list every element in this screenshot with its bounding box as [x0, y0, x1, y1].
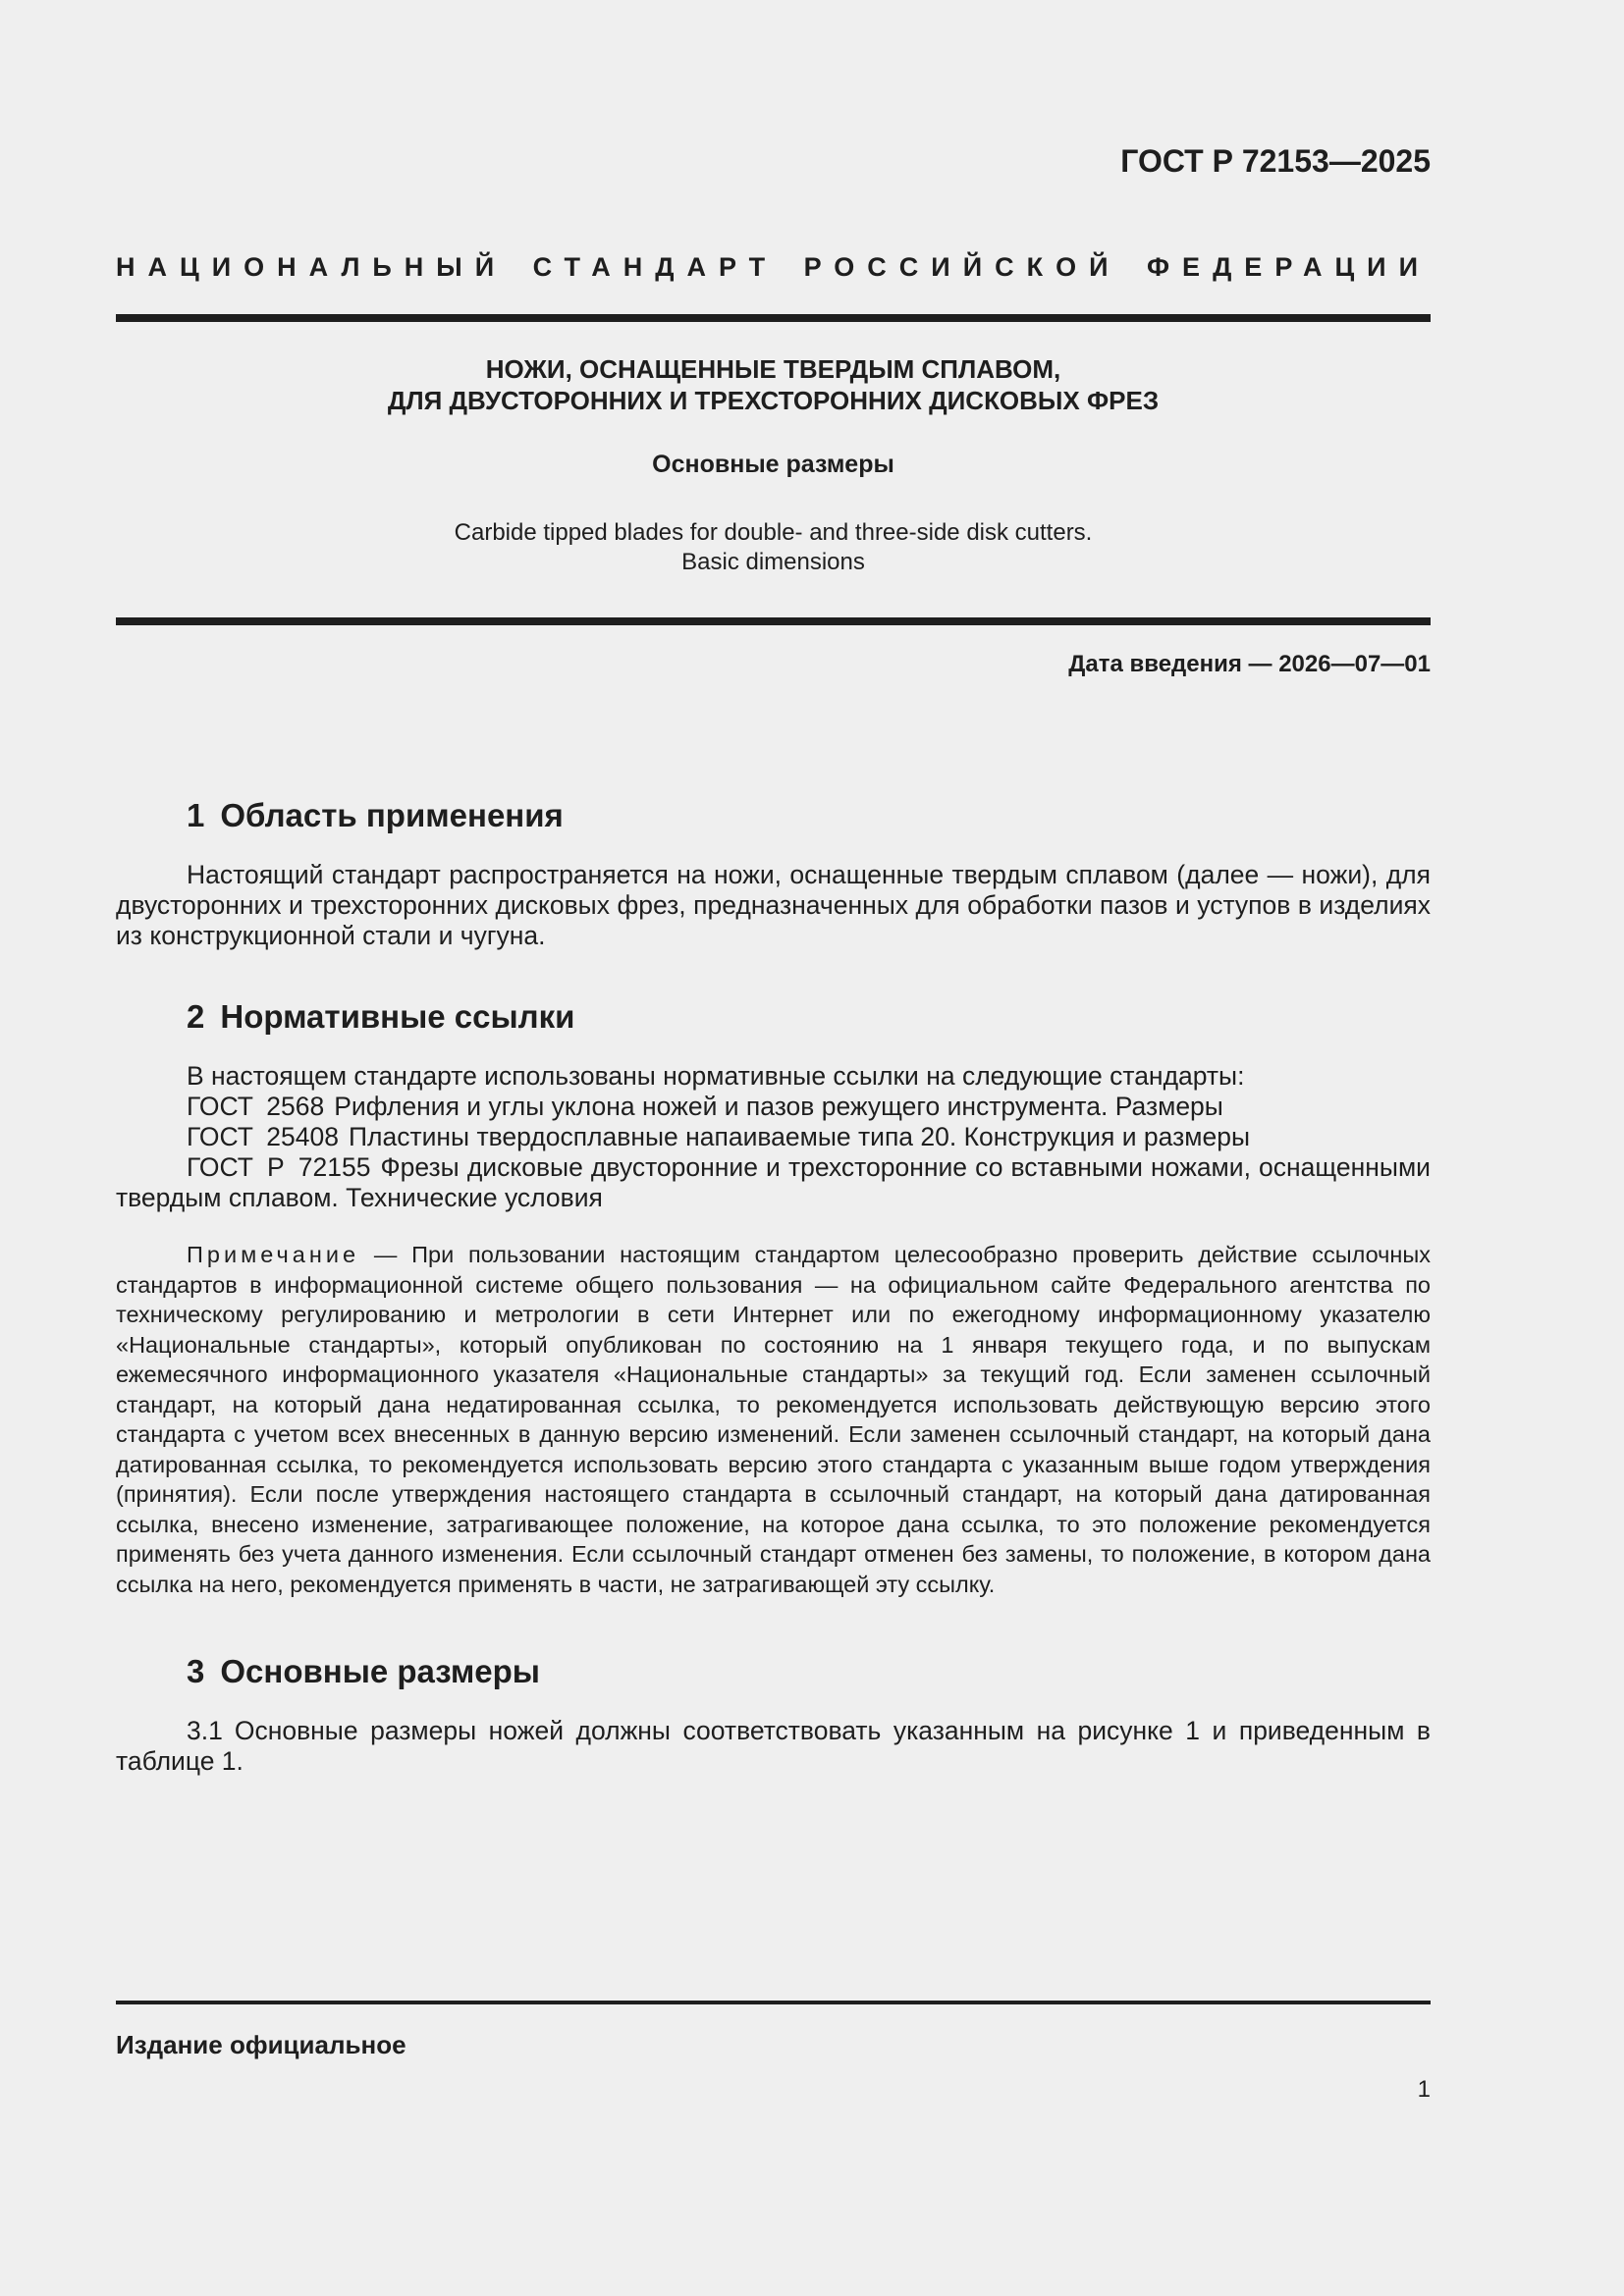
reference-code: ГОСТ 2568 — [187, 1092, 325, 1121]
banner-word: СТАНДАРТ — [532, 252, 779, 282]
document-code: ГОСТ Р 72153—2025 — [1120, 143, 1431, 179]
section-title: Нормативные ссылки — [220, 998, 575, 1035]
references-note — [116, 1240, 1431, 1599]
note-label: Примечание — [187, 1242, 360, 1267]
references-intro: В настоящем стандарте использованы нормативные ссылки на следующие стандарты: — [187, 1061, 1245, 1091]
section-number: 3 — [187, 1653, 205, 1689]
english-title-line-1: Carbide tipped blades for double- and three-side disk cutters. — [454, 519, 1093, 546]
note-text: — При пользовании настоящим стандартом целесообразно проверить действие ссылочных стандартов в информационной системе общего пользования — на официальном сайте Федерального агентства по техническому регулированию и метрологии в сети Интернет или по ежегодному информационному указателю «Национальные стандарты», который опубликован по состоянию на 1 января текущего года, и по выпускам ежемесячного информационного указателя «Национальные стандарты» за текущий год. Если заменен ссылочный стандарт, на который дана недатированная ссылка, то рекомендуется использовать действующую версию этого стандарта с учетом всех внесенных в данную версию изменений. Если заменен ссылочный стандарт, на который дана датированная ссылка, то рекомендуется использовать версию этого стандарта с указанным выше годом утверждения (принятия). Если после утверждения настоящего стандарта в ссылочный стандарт, на который дана датированная ссылка, внесено изменение, затрагивающее положение, на которое дана ссылка, то это положение рекомендуется применять без учета данного изменения. Если ссылочный стандарт отменен без замены, то положение, в котором дана ссылка на него, рекомендуется применять в части, не затрагивающей эту ссылку. — [116, 1242, 1431, 1597]
section-title: Основные размеры — [220, 1653, 540, 1689]
reference-item — [187, 1092, 1431, 1122]
banner-word: НАЦИОНАЛЬНЫЙ — [116, 252, 508, 282]
introduction-date: Дата введения — 2026—07—01 — [1068, 651, 1431, 677]
section-heading-dimensions — [187, 1653, 540, 1690]
top-divider — [116, 314, 1431, 322]
reference-title: Рифления и углы уклона ножей и пазов режущего инструмента. Размеры — [334, 1092, 1223, 1121]
section-heading-scope — [187, 797, 564, 834]
section-title: Область применения — [220, 797, 564, 833]
banner-word: РОССИЙСКОЙ — [803, 252, 1121, 282]
reference-code: ГОСТ Р 72155 — [187, 1152, 371, 1182]
document-title-line-1: НОЖИ, ОСНАЩЕННЫЕ ТВЕРДЫМ СПЛАВОМ, — [485, 354, 1061, 384]
reference-item — [116, 1152, 1431, 1213]
scope-paragraph: Настоящий стандарт распространяется на ножи, оснащенные твердым сплавом (далее — ножи), для двусторонних и трехсторонних дисковых фрез, предназначенных для обработки пазов и уступов в изделиях из конструкционной стали и чугуна. — [116, 860, 1431, 950]
section-heading-references — [187, 998, 574, 1036]
reference-title: Пластины твердосплавные напаиваемые типа 20. Конструкция и размеры — [348, 1122, 1250, 1151]
section-number: 2 — [187, 998, 205, 1035]
title-divider — [116, 617, 1431, 625]
reference-title: Фрезы дисковые двусторонние и трехсторонние со вставными ножами, оснащенными твердым сплавом. Технические условия — [116, 1152, 1431, 1212]
clause-3-1 — [116, 1716, 1431, 1777]
page-number: 1 — [1417, 2076, 1431, 2103]
banner-word: ФЕДЕРАЦИИ — [1147, 252, 1431, 282]
reference-item — [187, 1122, 1431, 1152]
clause-number: 3.1 — [187, 1716, 223, 1745]
document-title-line-2: ДЛЯ ДВУСТОРОННИХ И ТРЕХСТОРОННИХ ДИСКОВЫХ ФРЕЗ — [387, 386, 1160, 415]
section-number: 1 — [187, 797, 205, 833]
footer-divider — [116, 2001, 1431, 2004]
reference-code: ГОСТ 25408 — [187, 1122, 339, 1151]
clause-text: Основные размеры ножей должны соответствовать указанным на рисунке 1 и приведенным в таблице 1. — [116, 1716, 1431, 1776]
national-standard-banner — [116, 252, 1431, 283]
official-edition-label: Издание официальное — [116, 2030, 406, 2059]
document-subtitle: Основные размеры — [652, 451, 894, 478]
document-page — [116, 0, 1431, 2296]
english-title-line-2: Basic dimensions — [681, 549, 865, 575]
